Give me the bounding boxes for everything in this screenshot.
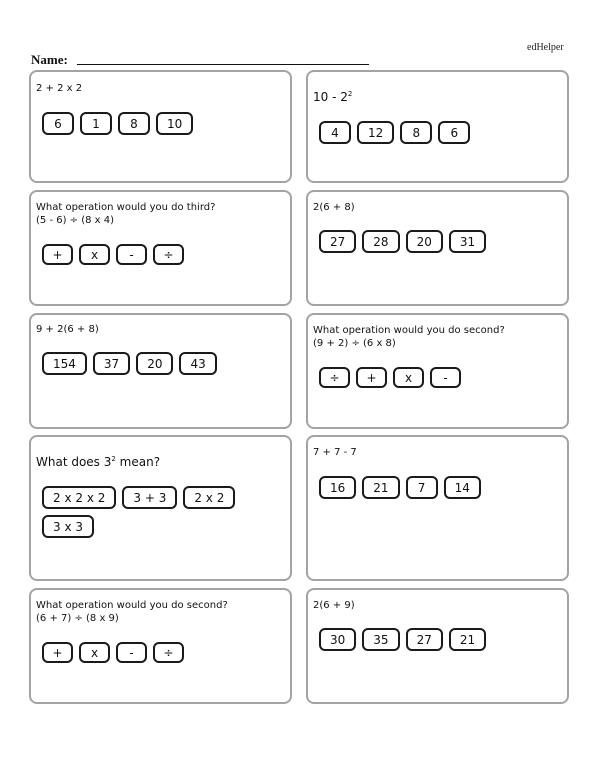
answer-choice[interactable]: 8 xyxy=(118,112,150,135)
problem-card-10 xyxy=(306,588,569,704)
question-text: 9 + 2(6 + 8) xyxy=(36,324,99,335)
answer-choice[interactable]: x xyxy=(79,642,110,663)
answer-choice[interactable]: 27 xyxy=(319,230,356,253)
answer-choice[interactable]: 3 x 3 xyxy=(42,515,94,538)
question-prompt: What operation would you do second? xyxy=(36,600,228,611)
answer-choices xyxy=(42,244,184,265)
answer-choices xyxy=(42,642,184,663)
answer-choice[interactable]: 43 xyxy=(179,352,216,375)
name-line[interactable] xyxy=(77,64,369,65)
answer-choices xyxy=(319,476,481,499)
answer-choices xyxy=(42,486,272,538)
question-text: $10 - 2^2$ xyxy=(313,90,353,104)
problem-card-9 xyxy=(29,588,292,704)
answer-choice[interactable]: x xyxy=(79,244,110,265)
answer-choices xyxy=(319,230,486,253)
answer-choice[interactable]: 37 xyxy=(93,352,130,375)
answer-choice[interactable]: 6 xyxy=(438,121,470,144)
answer-choices xyxy=(319,628,486,651)
answer-choice[interactable]: 28 xyxy=(362,230,399,253)
answer-choice[interactable]: 30 xyxy=(319,628,356,651)
answer-choice[interactable]: 12 xyxy=(357,121,394,144)
answer-choice[interactable]: x xyxy=(393,367,424,388)
answer-choice[interactable]: + xyxy=(42,244,73,265)
answer-choice[interactable]: 20 xyxy=(406,230,443,253)
problem-card-5 xyxy=(29,313,292,429)
answer-choice[interactable]: 7 xyxy=(406,476,438,499)
answer-choice[interactable]: - xyxy=(116,244,147,265)
question-text: 2(6 + 9) xyxy=(313,600,355,611)
answer-choice[interactable]: 6 xyxy=(42,112,74,135)
answer-choices xyxy=(42,112,193,135)
problem-card-3 xyxy=(29,190,292,306)
answer-choice[interactable]: ÷ xyxy=(319,367,350,388)
question-text xyxy=(36,201,215,227)
answer-choice[interactable]: - xyxy=(116,642,147,663)
question-expression: (5 - 6) ÷ (8 x 4) xyxy=(36,215,115,226)
problem-card-6 xyxy=(306,313,569,429)
answer-choice[interactable]: - xyxy=(430,367,461,388)
question-text xyxy=(36,599,228,625)
problem-card-7 xyxy=(29,435,292,581)
question-expression: (9 + 2) ÷ (6 x 8) xyxy=(313,338,396,349)
question-text xyxy=(313,324,505,350)
brand-label: edHelper xyxy=(527,42,564,53)
question-prompt: What operation would you do third? xyxy=(36,202,216,213)
answer-choice[interactable]: 154 xyxy=(42,352,87,375)
problem-card-8 xyxy=(306,435,569,581)
answer-choices xyxy=(319,367,461,388)
question-expression: (6 + 7) ÷ (8 x 9) xyxy=(36,613,119,624)
answer-choice[interactable]: 3 + 3 xyxy=(122,486,177,509)
answer-choice[interactable]: 2 x 2 xyxy=(183,486,235,509)
answer-choice[interactable]: 10 xyxy=(156,112,193,135)
question-text: 2(6 + 8) xyxy=(313,202,355,213)
problem-card-4 xyxy=(306,190,569,306)
answer-choice[interactable]: 31 xyxy=(449,230,486,253)
answer-choice[interactable]: ÷ xyxy=(153,642,184,663)
answer-choice[interactable]: 35 xyxy=(362,628,399,651)
answer-choices xyxy=(42,352,217,375)
answer-choice[interactable]: 14 xyxy=(444,476,481,499)
question-text: 7 + 7 - 7 xyxy=(313,447,357,458)
answer-choice[interactable]: 16 xyxy=(319,476,356,499)
answer-choice[interactable]: + xyxy=(356,367,387,388)
answer-choice[interactable]: 27 xyxy=(406,628,443,651)
name-label: Name: xyxy=(31,52,68,67)
answer-choice[interactable]: ÷ xyxy=(153,244,184,265)
answer-choice[interactable]: 1 xyxy=(80,112,112,135)
answer-choice[interactable]: 4 xyxy=(319,121,351,144)
problem-card-1 xyxy=(29,70,292,183)
answer-choice[interactable]: 20 xyxy=(136,352,173,375)
question-text: What does $3^2$ mean? xyxy=(36,455,161,469)
answer-choice[interactable]: 21 xyxy=(449,628,486,651)
answer-choice[interactable]: 2 x 2 x 2 xyxy=(42,486,116,509)
answer-choice[interactable]: + xyxy=(42,642,73,663)
question-text: 2 + 2 x 2 xyxy=(36,83,83,94)
problem-card-2 xyxy=(306,70,569,183)
answer-choices xyxy=(319,121,470,144)
answer-choice[interactable]: 21 xyxy=(362,476,399,499)
answer-choice[interactable]: 8 xyxy=(400,121,432,144)
question-prompt: What operation would you do second? xyxy=(313,325,505,336)
